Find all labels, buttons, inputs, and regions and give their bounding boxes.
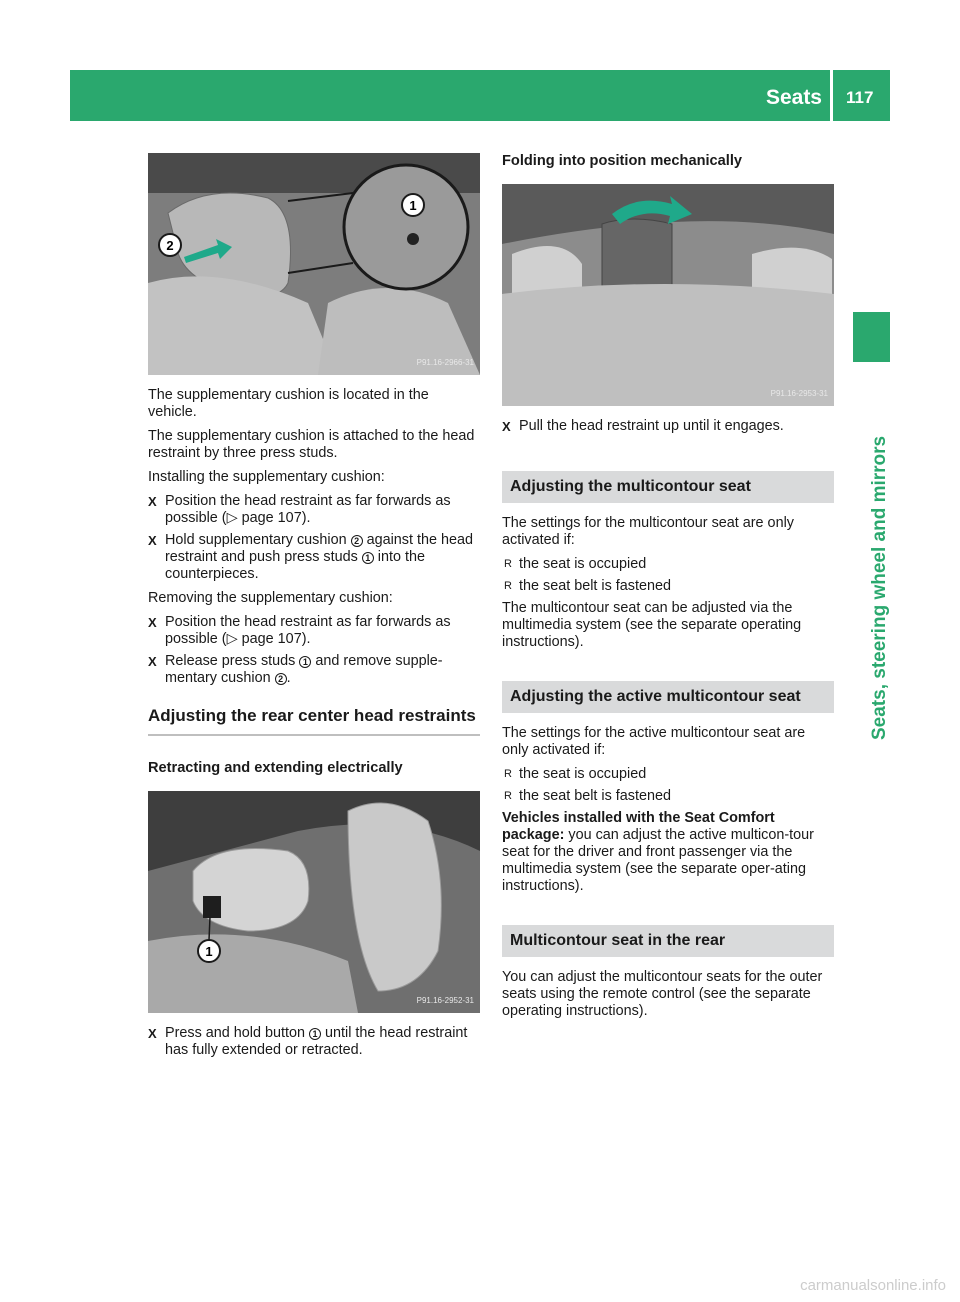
step-arrow-icon: X <box>502 419 511 434</box>
ref-arrow-icon: ▷ <box>226 510 238 526</box>
bullet-icon: R <box>504 558 512 570</box>
svg-text:1: 1 <box>205 944 213 959</box>
subsection-heading: Retracting and extending electrically <box>148 760 403 776</box>
side-tab-label: Seats, steering wheel and mirrors <box>869 435 890 740</box>
callout-1-icon: 1 <box>299 656 311 668</box>
callout-2-icon: 2 <box>275 673 287 685</box>
page-reference-link[interactable]: page 107). <box>241 631 311 647</box>
paragraph: You can adjust the multicontour seats for the outer seats using the remote control (see the separate operating instructions). <box>502 969 823 1019</box>
list-item: R the seat is occupied <box>504 766 647 782</box>
headrest-cushion-image <box>148 153 480 375</box>
instruction-step: X Release press studs 1 and remove supple-mentary cushion 2 . <box>148 653 443 686</box>
page-number: 117 <box>846 88 874 107</box>
instruction-step: X Position the head restraint as far forwards as possible (▷ page 107). <box>148 614 451 647</box>
image-code: P91.16-2966-31 <box>416 358 474 367</box>
paragraph: Vehicles installed with the Seat Comfort package: you can adjust the active multicon-tour seat for the driver and front passenger via the multimedia system (see the separate oper-ating instructions). <box>502 810 814 894</box>
callout-1-icon: 1 <box>309 1028 321 1040</box>
ref-arrow-icon: ▷ <box>226 631 238 647</box>
paragraph: The supplementary cushion is located in the vehicle. <box>148 387 429 420</box>
paragraph: The multicontour seat can be adjusted via the multimedia system (see the separate operating instructions). <box>502 600 802 650</box>
section-box-heading: Multicontour seat in the rear <box>502 925 834 957</box>
paragraph: Removing the supplementary cushion: <box>148 590 393 606</box>
instruction-step: X Hold supplementary cushion 2 against the head restraint and push press studs 1 into the counterpieces. <box>148 532 474 582</box>
callout-2-icon: 2 <box>351 535 363 547</box>
paragraph: The settings for the multicontour seat are only activated if: <box>502 515 794 548</box>
callout-1-icon: 1 <box>362 552 374 564</box>
step-arrow-icon: X <box>148 615 157 630</box>
list-item: R the seat is occupied <box>504 556 647 572</box>
rear-headrest-image <box>148 791 480 1013</box>
header-separator <box>830 70 833 121</box>
list-item: R the seat belt is fastened <box>504 788 672 804</box>
image-code: P91.16-2952-31 <box>416 996 474 1005</box>
svg-text:2: 2 <box>166 238 174 253</box>
svg-text:1: 1 <box>409 198 417 213</box>
section-box-heading: Adjusting the multicontour seat <box>502 471 834 503</box>
header-title: Seats <box>765 86 822 109</box>
mechanical-headrest-image <box>502 184 834 406</box>
instruction-step: X Press and hold button 1 until the head restraint has fully extended or retracted. <box>148 1025 468 1058</box>
paragraph: Installing the supplementary cushion: <box>148 469 385 485</box>
bullet-icon: R <box>504 768 512 780</box>
list-item: R the seat belt is fastened <box>504 578 672 594</box>
side-tab-marker <box>853 312 890 362</box>
watermark: carmanualsonline.info <box>800 1277 946 1294</box>
step-arrow-icon: X <box>148 654 157 669</box>
page-reference-link[interactable]: page 107). <box>241 510 311 526</box>
paragraph: The supplementary cushion is attached to the head restraint by three press studs. <box>148 428 475 461</box>
image-code: P91.16-2953-31 <box>770 389 828 398</box>
step-arrow-icon: X <box>148 494 157 509</box>
subsection-heading: Folding into position mechanically <box>502 153 742 169</box>
bullet-icon: R <box>504 580 512 592</box>
section-heading: Adjusting the rear center head restraints <box>148 705 480 736</box>
step-arrow-icon: X <box>148 533 157 548</box>
step-arrow-icon: X <box>148 1026 157 1041</box>
instruction-step: X Position the head restraint as far forwards as possible (▷ page 107). <box>148 493 451 526</box>
right-column <box>502 153 834 1027</box>
instruction-step: X Pull the head restraint up until it engages. <box>502 418 784 434</box>
bullet-icon: R <box>504 790 512 802</box>
left-column <box>148 153 480 1064</box>
section-box-heading: Adjusting the active multicontour seat <box>502 681 834 713</box>
paragraph: The settings for the active multicontour seat are only activated if: <box>502 725 806 758</box>
